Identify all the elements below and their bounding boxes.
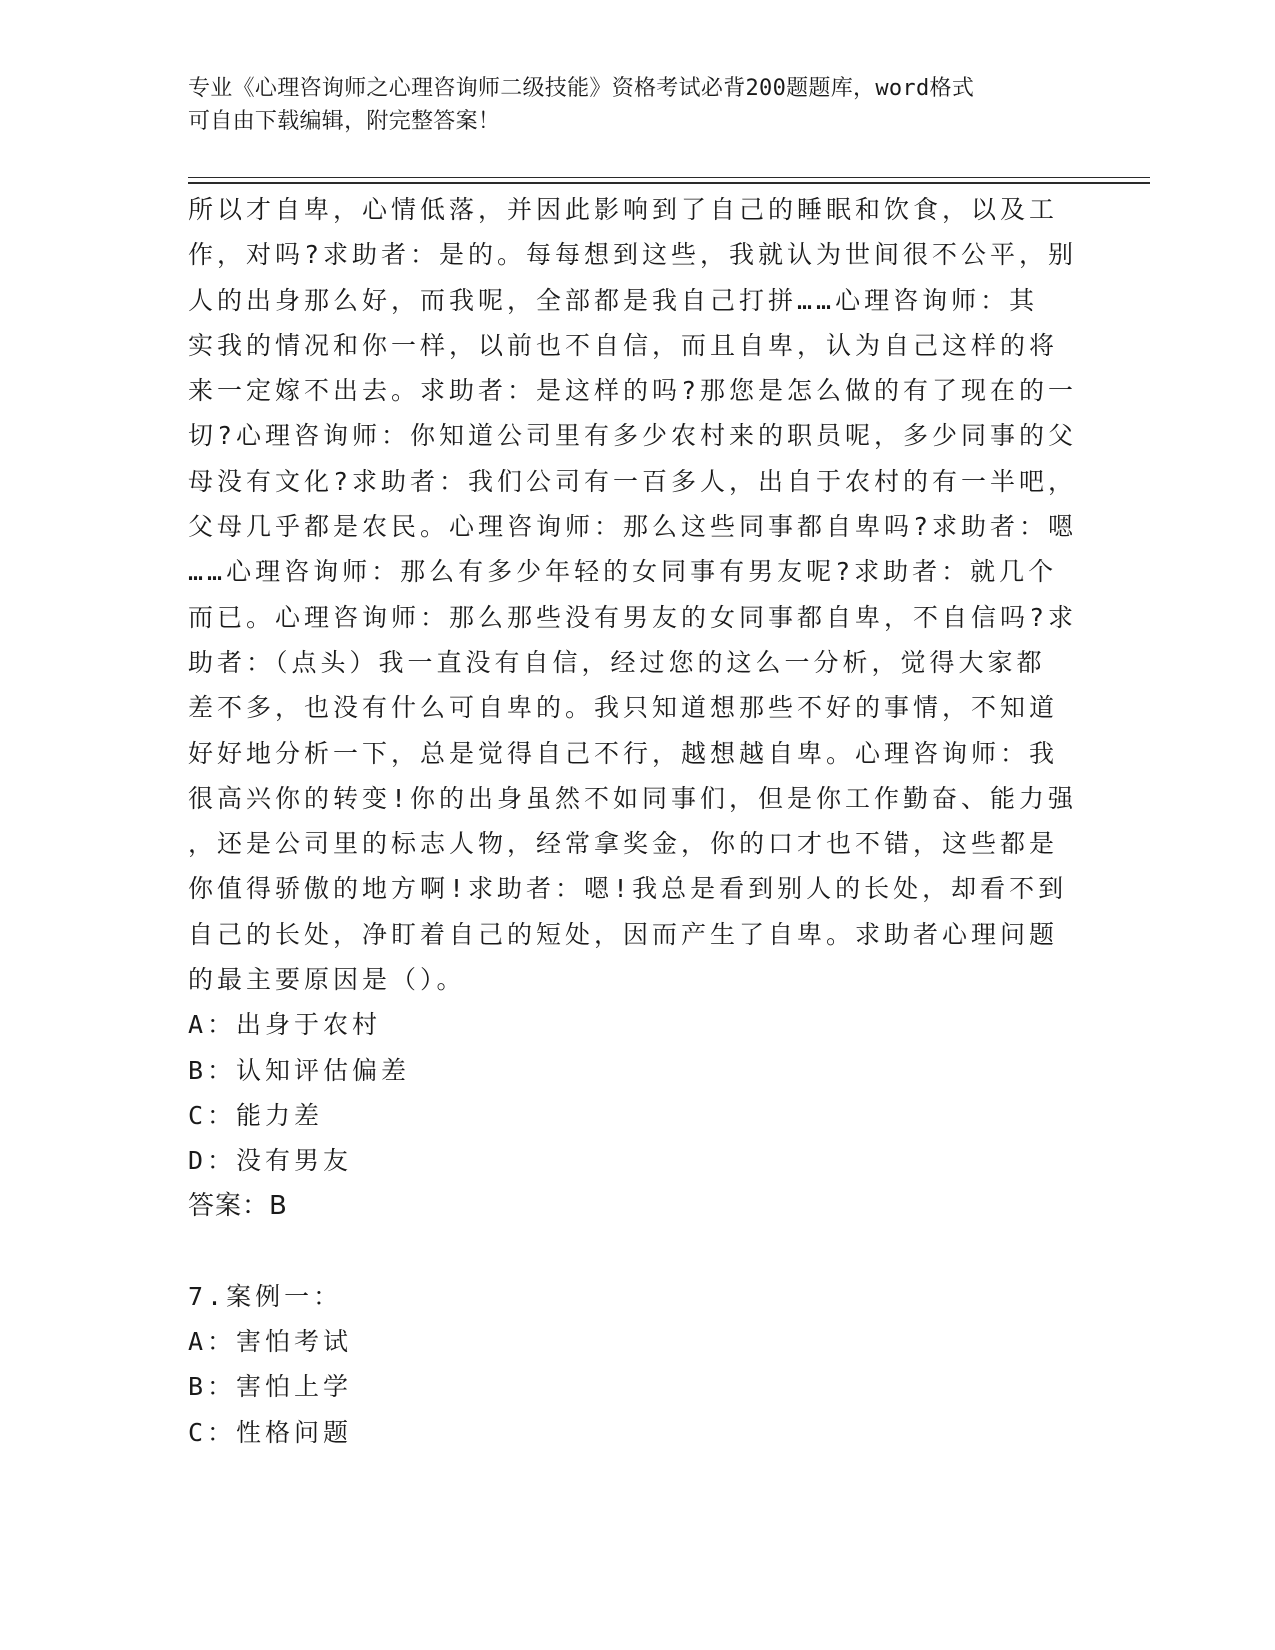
header-divider-thin: [188, 177, 1150, 178]
option-c: C：能力差: [188, 1100, 324, 1130]
option-a: A：害怕考试: [188, 1327, 353, 1357]
header-divider-thick: [188, 182, 1150, 184]
stem-line: 母没有文化?求助者：我们公司有一百多人，出自于农村的有一半吧，: [188, 466, 1078, 496]
stem-line: 实我的情况和你一样，以前也不自信，而且自卑，认为自己这样的将: [188, 330, 1059, 360]
document-body: [188, 187, 1078, 1455]
answer-line: 答案：B: [188, 1190, 288, 1221]
stem-line: 好好地分析一下，总是觉得自己不行，越想越自卑。心理咨询师：我: [188, 738, 1059, 768]
header-title-line-2: 可自由下载编辑，附完整答案！: [188, 109, 501, 134]
stem-line: ……心理咨询师：那么有多少年轻的女同事有男友呢?求助者：就几个: [188, 557, 1058, 587]
stem-line: 所以才自卑，心情低落，并因此影响到了自己的睡眠和饮食，以及工: [188, 195, 1059, 224]
option-b: B：认知评估偏差: [188, 1055, 411, 1085]
option-d: D：没有男友: [188, 1146, 353, 1176]
stem-line: 差不多，也没有什么可自卑的。我只知道想那些不好的事情，不知道: [188, 693, 1059, 723]
stem-line: 你值得骄傲的地方啊!求助者：嗯!我总是看到别人的长处，却看不到: [188, 874, 1068, 904]
option-a: A：出身于农村: [188, 1010, 382, 1040]
question-7-title: 7.案例一：: [188, 1281, 343, 1311]
header-title-line-1: 专业《心理咨询师之心理咨询师二级技能》资格考试必背200题题库，word格式: [188, 76, 975, 101]
stem-line: ，还是公司里的标志人物，经常拿奖金，你的口才也不错，这些都是: [188, 829, 1059, 859]
stem-line: 助者：（点头）我一直没有自信，经过您的这么一分析，觉得大家都: [188, 647, 1046, 677]
question-6-options: [188, 1002, 1078, 1183]
stem-line: 的最主要原因是（）。: [188, 965, 466, 995]
stem-line: 很高兴你的转变!你的出身虽然不如同事们，但是你工作勤奋、能力强: [188, 783, 1078, 813]
stem-line: 切?心理咨询师：你知道公司里有多少农村来的职员呢，多少同事的父: [188, 421, 1078, 451]
document-header: [188, 72, 1088, 138]
stem-line: 来一定嫁不出去。求助者：是这样的吗?那您是怎么做的有了现在的一: [188, 376, 1078, 406]
stem-line: 父母几乎都是农民。心理咨询师：那么这些同事都自卑吗?求助者：嗯: [188, 512, 1078, 542]
question-spacer: [188, 1229, 1078, 1274]
option-b: B：害怕上学: [188, 1372, 353, 1402]
question-7: [188, 1274, 1078, 1455]
stem-line: 作，对吗?求助者：是的。每每想到这些，我就认为世间很不公平，别: [188, 240, 1078, 270]
stem-line: 而已。心理咨询师：那么那些没有男友的女同事都自卑，不自信吗?求: [188, 602, 1078, 632]
option-c: C：性格问题: [188, 1417, 353, 1447]
question-6-stem: [188, 187, 1078, 1002]
stem-line: 自己的长处，净盯着自己的短处，因而产生了自卑。求助者心理问题: [188, 919, 1059, 949]
stem-line: 人的出身那么好，而我呢，全部都是我自己打拼……心理咨询师：其: [188, 285, 1039, 315]
